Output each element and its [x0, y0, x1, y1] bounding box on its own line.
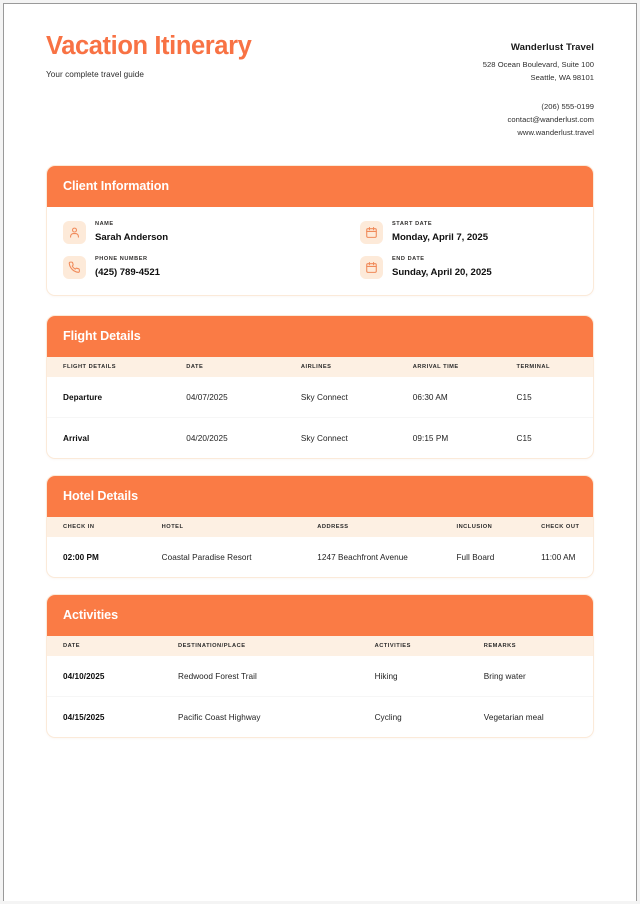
flight-details-card: [46, 315, 594, 459]
client-information-banner: [47, 166, 593, 207]
flight-table-header-row: [47, 357, 593, 377]
client-field-phone: [63, 256, 320, 279]
client-field-end-date-value: Sunday, April 20, 2025: [392, 267, 492, 278]
section-spacer: [4, 296, 636, 315]
hotel-col-check-out: CHECK OUT: [541, 517, 593, 537]
activities-card: [46, 594, 594, 738]
activities-col-date: DATE: [47, 636, 178, 656]
hotel-cell-check-out: 11:00 AM: [541, 553, 576, 562]
hotel-table-header-row: [47, 517, 593, 537]
flight-cell-arrival-time: 09:15 PM: [413, 418, 517, 459]
company-phone: (206) 555-0199: [541, 102, 594, 111]
hotel-cell-hotel: Coastal Paradise Resort: [161, 553, 252, 562]
flight-col-arrival-time: ARRIVAL TIME: [413, 357, 517, 377]
hotel-details-title: Hotel Details: [63, 489, 138, 503]
client-field-phone-text: [95, 257, 160, 277]
header-left: [46, 30, 251, 79]
flight-col-flight-details: FLIGHT DETAILS: [47, 357, 186, 377]
hotel-cell-inclusion: Full Board: [456, 553, 495, 562]
client-field-end-date-label: END DATE: [392, 256, 425, 263]
activity-cell-remarks: Bring water: [483, 672, 526, 681]
page-subtitle: Your complete travel guide: [46, 69, 144, 79]
activity-cell-destination: Redwood Forest Trail: [178, 672, 257, 681]
hotel-cell-address: 1247 Beachfront Avenue: [317, 553, 408, 562]
company-contact-block: [483, 30, 594, 137]
client-field-start-date-text: [392, 222, 488, 242]
flight-cell-terminal: C15: [516, 393, 532, 402]
activity-cell-date: 04/15/2025: [47, 697, 178, 738]
flight-details-banner: [47, 316, 593, 357]
client-information-title: Client Information: [63, 179, 169, 193]
client-field-name-value: Sarah Anderson: [95, 232, 169, 243]
calendar-icon: [360, 256, 383, 279]
hotel-col-inclusion: INCLUSION: [456, 517, 541, 537]
section-spacer: [4, 578, 636, 594]
activity-cell-remarks: Vegetarian meal: [484, 697, 593, 738]
contact-spacer: [483, 82, 594, 95]
client-field-end-date: [320, 256, 577, 279]
hotel-table-body: [47, 537, 593, 577]
hotel-cell-check-in: 02:00 PM: [63, 553, 99, 562]
flight-cell-airline: Sky Connect: [300, 393, 348, 402]
flight-cell-airline: Sky Connect: [301, 418, 413, 459]
calendar-icon: [360, 221, 383, 244]
client-information-card: [46, 165, 594, 296]
flight-table-body: [47, 377, 593, 458]
company-website: www.wanderlust.travel: [517, 128, 594, 137]
flight-details-table: [47, 357, 593, 458]
activity-cell-destination: Pacific Coast Highway: [178, 697, 375, 738]
table-row: [47, 537, 593, 577]
table-row: [47, 418, 593, 459]
flight-col-date: DATE: [186, 357, 301, 377]
client-info-row: [63, 256, 577, 279]
client-field-start-date-value: Monday, April 7, 2025: [392, 232, 488, 243]
hotel-col-check-in: CHECK IN: [47, 517, 162, 537]
hotel-col-hotel: HOTEL: [162, 517, 318, 537]
company-name: Wanderlust Travel: [510, 42, 594, 53]
client-field-name: [63, 221, 320, 244]
client-info-row: [63, 221, 577, 244]
hotel-details-card: [46, 475, 594, 578]
page-title: Vacation Itinerary: [46, 32, 252, 60]
person-icon: [63, 221, 86, 244]
table-row: [47, 697, 593, 738]
client-field-phone-value: (425) 789-4521: [95, 267, 160, 278]
document-header: [4, 4, 636, 137]
client-field-start-date-label: START DATE: [392, 221, 433, 228]
flight-table-head: [47, 357, 593, 377]
flight-col-airlines: AIRLINES: [301, 357, 413, 377]
flight-cell-terminal: C15: [517, 418, 593, 459]
client-field-name-text: [95, 222, 168, 242]
activity-cell-date: 04/10/2025: [63, 672, 105, 681]
hotel-table-head: [47, 517, 593, 537]
activities-table-head: [47, 636, 593, 656]
flight-details-title: Flight Details: [63, 329, 141, 343]
client-field-name-label: NAME: [95, 221, 114, 228]
client-field-phone-label: PHONE NUMBER: [95, 256, 148, 263]
company-address-line-1: 528 Ocean Boulevard, Suite 100: [482, 60, 594, 69]
activities-table-body: [47, 656, 593, 737]
activities-banner: [47, 595, 593, 636]
activities-col-destination: DESTINATION/PLACE: [178, 636, 375, 656]
flight-cell-type: Arrival: [47, 418, 186, 459]
activities-col-activities: ACTIVITIES: [375, 636, 484, 656]
client-information-body: [47, 207, 593, 295]
activities-title: Activities: [63, 608, 118, 622]
table-row: [47, 377, 593, 418]
hotel-details-table: [47, 517, 593, 577]
section-spacer: [4, 459, 636, 475]
flight-cell-date: 04/07/2025: [186, 393, 228, 402]
table-row: [47, 656, 593, 697]
hotel-details-banner: [47, 476, 593, 517]
activity-cell-activity: Cycling: [375, 697, 484, 738]
flight-cell-type: Departure: [63, 393, 103, 402]
activities-col-remarks: REMARKS: [484, 636, 593, 656]
activities-table: [47, 636, 593, 737]
company-address-line-2: Seattle, WA 98101: [530, 73, 594, 82]
client-field-start-date: [320, 221, 577, 244]
client-field-end-date-text: [392, 257, 492, 277]
document-page: [3, 3, 637, 901]
hotel-col-address: ADDRESS: [317, 517, 456, 537]
flight-col-terminal: TERMINAL: [517, 357, 593, 377]
flight-cell-date: 04/20/2025: [186, 418, 301, 459]
header-spacer: [4, 137, 636, 165]
phone-icon: [63, 256, 86, 279]
activities-table-header-row: [47, 636, 593, 656]
activity-cell-activity: Hiking: [374, 672, 398, 681]
company-email: contact@wanderlust.com: [507, 115, 594, 124]
flight-cell-arrival-time: 06:30 AM: [412, 393, 448, 402]
